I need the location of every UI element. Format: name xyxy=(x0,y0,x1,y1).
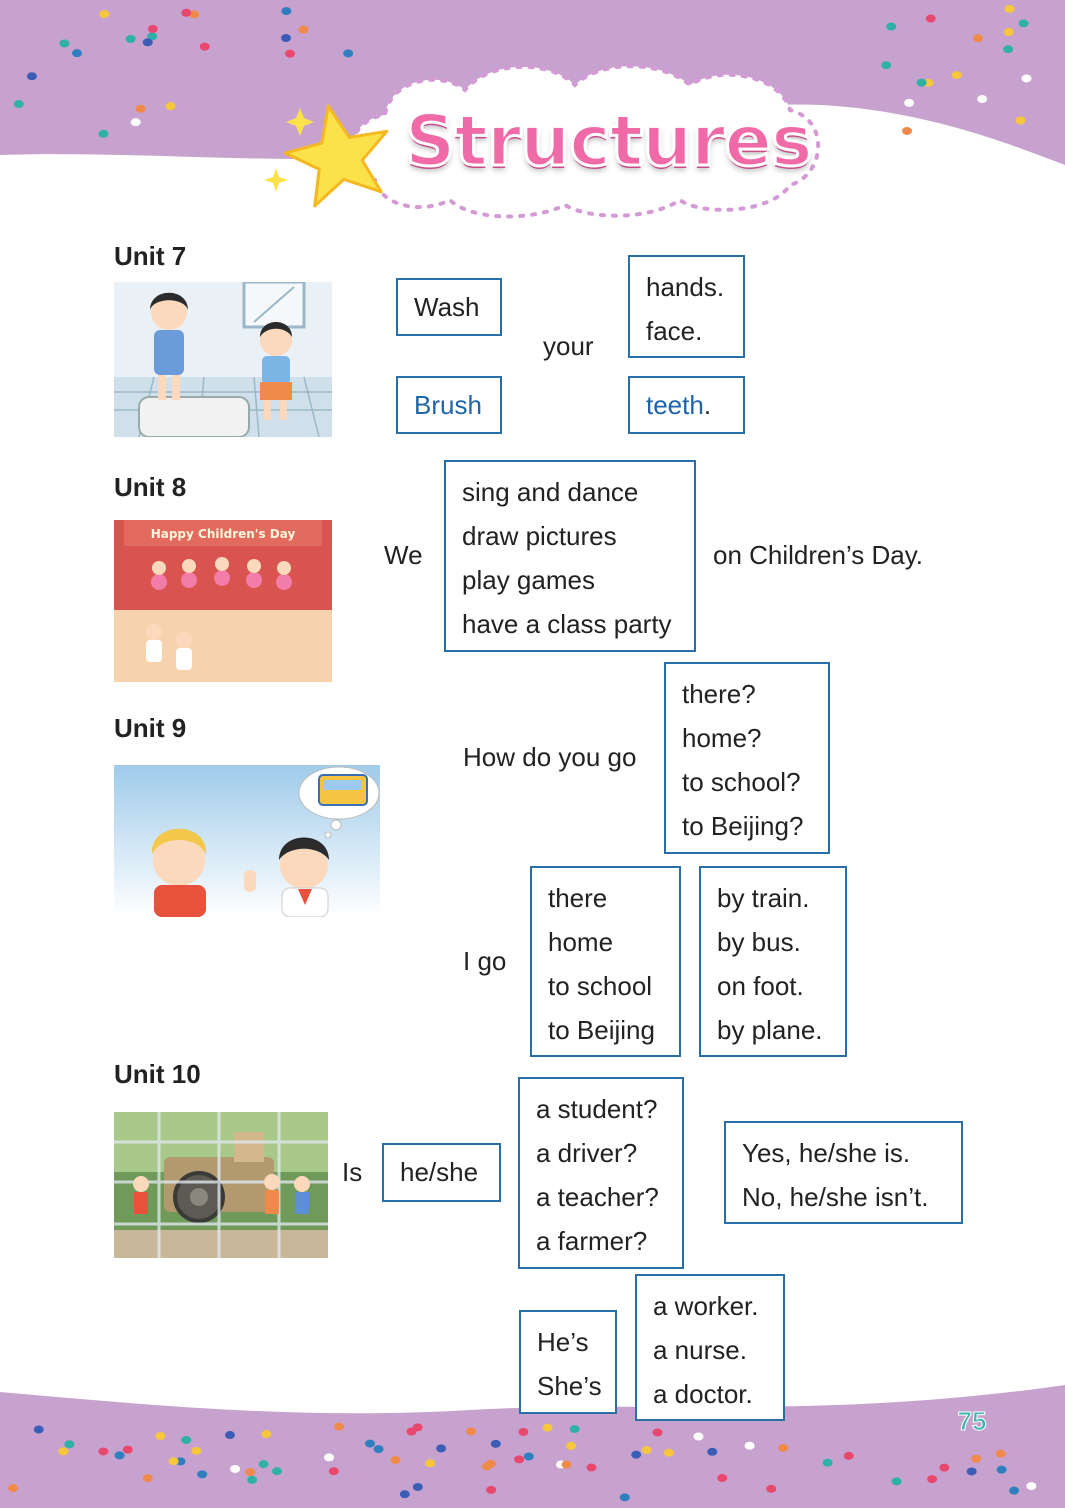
confetti-dot xyxy=(766,1485,776,1493)
confetti-dot xyxy=(977,95,987,103)
subject-shes: She’s xyxy=(537,1371,602,1401)
confetti-dot xyxy=(181,1436,191,1444)
confetti-dot xyxy=(904,99,914,107)
place-a-beijing: to Beijing xyxy=(548,1015,655,1045)
confetti-dot xyxy=(886,22,896,30)
confetti-dot xyxy=(413,1483,423,1491)
object-hands: hands. xyxy=(646,272,725,302)
confetti-dot xyxy=(778,1444,788,1452)
job-q-teacher: a teacher? xyxy=(536,1182,659,1212)
job-q-driver: a driver? xyxy=(536,1138,638,1168)
job-a-doctor: a doctor. xyxy=(653,1379,753,1409)
confetti-dot xyxy=(324,1453,334,1461)
confetti-dot xyxy=(892,1477,902,1485)
means-train: by train. xyxy=(717,883,810,913)
confetti-dot xyxy=(620,1493,630,1501)
confetti-dot xyxy=(1026,1482,1036,1490)
confetti-dot xyxy=(99,10,109,18)
confetti-dot xyxy=(200,43,210,51)
confetti-dot xyxy=(115,1451,125,1459)
place-q-school: to school? xyxy=(682,767,801,797)
brush-box xyxy=(396,376,502,434)
unit-9-title: Unit 9 xyxy=(114,713,187,743)
confetti-dot xyxy=(652,1428,662,1436)
confetti-dot xyxy=(518,1428,528,1436)
confetti-dot xyxy=(247,1476,257,1484)
confetti-dot xyxy=(664,1449,674,1457)
confetti-dot xyxy=(148,25,158,33)
object-teeth: teeth xyxy=(646,390,704,420)
job-q-student: a student? xyxy=(536,1094,658,1124)
confetti-dot xyxy=(917,79,927,87)
confetti-dot xyxy=(298,26,308,34)
confetti-dot xyxy=(967,1467,977,1475)
confetti-dot xyxy=(1022,74,1032,82)
confetti-dot xyxy=(570,1425,580,1433)
page-number: 75 xyxy=(957,1406,987,1436)
activities-box xyxy=(444,460,696,652)
confetti-dot xyxy=(407,1428,417,1436)
subjects-box xyxy=(519,1310,617,1414)
confetti-dot xyxy=(514,1455,524,1463)
confetti-dot xyxy=(952,71,962,79)
confetti-dot xyxy=(425,1459,435,1467)
means-plane: by plane. xyxy=(717,1015,823,1045)
confetti-dot xyxy=(261,1430,271,1438)
transport-box xyxy=(699,866,847,1057)
unit-10-title: Unit 10 xyxy=(114,1059,201,1089)
confetti-dot xyxy=(34,1426,44,1434)
means-bus: by bus. xyxy=(717,927,801,957)
reply-yes: Yes, he/she is. xyxy=(742,1138,911,1168)
confetti-dot xyxy=(272,1467,282,1475)
confetti-dot xyxy=(259,1460,269,1468)
confetti-dot xyxy=(745,1442,755,1450)
confetti-dot xyxy=(14,100,24,108)
confetti-dot xyxy=(844,1452,854,1460)
job-a-nurse: a nurse. xyxy=(653,1335,747,1365)
activity-sing-dance: sing and dance xyxy=(462,477,639,507)
confetti-dot xyxy=(926,15,936,23)
jobs-question-box xyxy=(518,1077,684,1269)
confetti-dot xyxy=(230,1465,240,1473)
confetti-dot xyxy=(72,49,82,57)
confetti-dot xyxy=(285,50,295,58)
confetti-dot xyxy=(586,1464,596,1472)
wash-box xyxy=(396,278,502,336)
place-q-there: there? xyxy=(682,679,756,709)
confetti-dot xyxy=(996,1450,1006,1458)
confetti-dot xyxy=(491,1440,501,1448)
places-question-box xyxy=(664,662,830,854)
unit-7-picture xyxy=(114,282,332,437)
hands-face-box xyxy=(628,255,745,358)
unit-10-picture xyxy=(114,1112,328,1258)
confetti-dot xyxy=(707,1448,717,1456)
word-on-childrens-day: on Children’s Day. xyxy=(713,540,924,570)
banner-text: Happy Children's Day xyxy=(150,527,296,541)
confetti-dot xyxy=(98,1447,108,1455)
confetti-dot xyxy=(245,1468,255,1476)
confetti-dot xyxy=(631,1451,641,1459)
word-we: We xyxy=(384,540,423,570)
confetti-dot xyxy=(1016,117,1026,125)
confetti-dot xyxy=(973,34,983,42)
word-your: your xyxy=(543,331,594,361)
confetti-dot xyxy=(524,1452,534,1460)
confetti-dot xyxy=(486,1486,496,1494)
place-a-school: to school xyxy=(548,971,653,1001)
confetti-dot xyxy=(169,1457,179,1465)
confetti-dot xyxy=(486,1460,496,1468)
unit-8-picture xyxy=(114,520,332,682)
confetti-dot xyxy=(191,1447,201,1455)
confetti-dot xyxy=(717,1474,727,1482)
replies-box xyxy=(724,1121,963,1224)
places-answer-box xyxy=(530,866,681,1057)
confetti-dot xyxy=(823,1459,833,1467)
confetti-dot xyxy=(374,1445,384,1453)
confetti-dot xyxy=(1003,45,1013,53)
job-q-farmer: a farmer? xyxy=(536,1226,648,1256)
place-q-home: home? xyxy=(682,723,762,753)
confetti-dot xyxy=(329,1467,339,1475)
confetti-dot xyxy=(391,1456,401,1464)
confetti-dot xyxy=(466,1427,476,1435)
confetti-dot xyxy=(98,130,108,138)
confetti-dot xyxy=(1009,1487,1019,1495)
confetti-dot xyxy=(143,1474,153,1482)
confetti-dot xyxy=(1019,19,1029,27)
confetti-dot xyxy=(166,102,176,110)
means-foot: on foot. xyxy=(717,971,804,1001)
question-how-do-you-go: How do you go xyxy=(463,742,637,772)
confetti-dot xyxy=(971,1455,981,1463)
place-a-there: there xyxy=(548,883,608,913)
confetti-dot xyxy=(58,1447,68,1455)
place-q-beijing: to Beijing? xyxy=(682,811,804,841)
teeth-period: . xyxy=(703,390,712,420)
confetti-dot xyxy=(939,1464,949,1472)
confetti-dot xyxy=(126,35,136,43)
confetti-dot xyxy=(181,9,191,17)
confetti-dot xyxy=(27,72,37,80)
activity-play-games: play games xyxy=(462,565,595,595)
answer-i-go: I go xyxy=(463,946,507,976)
confetti-dot xyxy=(881,61,891,69)
confetti-dot xyxy=(562,1461,572,1469)
pronoun-he-she: he/she xyxy=(400,1157,479,1187)
teeth-box xyxy=(628,376,745,434)
confetti-dot xyxy=(642,1446,652,1454)
place-a-home: home xyxy=(548,927,614,957)
confetti-dot xyxy=(59,40,69,48)
confetti-dot xyxy=(997,1466,1007,1474)
confetti-dot xyxy=(123,1446,133,1454)
activity-draw-pictures: draw pictures xyxy=(462,521,617,551)
confetti-dot xyxy=(1004,28,1014,36)
unit-9-picture xyxy=(114,765,380,917)
confetti-dot xyxy=(436,1444,446,1452)
verb-wash: Wash xyxy=(414,292,480,322)
confetti-dot xyxy=(64,1440,74,1448)
jobs-answer-box xyxy=(635,1274,785,1421)
page-title: Structures xyxy=(405,100,812,182)
confetti-dot xyxy=(225,1431,235,1439)
confetti-dot xyxy=(400,1490,410,1498)
word-is: Is xyxy=(342,1157,363,1187)
confetti-dot xyxy=(155,1432,165,1440)
confetti-dot xyxy=(281,34,291,42)
verb-brush: Brush xyxy=(414,390,482,420)
confetti-dot xyxy=(365,1440,375,1448)
confetti-dot xyxy=(543,1424,553,1432)
confetti-dot xyxy=(136,105,146,113)
confetti-dot xyxy=(343,49,353,57)
unit-8-title: Unit 8 xyxy=(114,472,187,502)
confetti-dot xyxy=(281,7,291,15)
pronoun-box xyxy=(382,1143,501,1202)
reply-no: No, he/she isn’t. xyxy=(742,1182,929,1212)
confetti-dot xyxy=(693,1433,703,1441)
confetti-dot xyxy=(8,1484,18,1492)
object-face: face. xyxy=(646,316,703,346)
confetti-dot xyxy=(927,1475,937,1483)
activity-class-party: have a class party xyxy=(462,609,672,639)
confetti-dot xyxy=(143,38,153,46)
confetti-dot xyxy=(131,118,141,126)
confetti-dot xyxy=(566,1442,576,1450)
unit-7-title: Unit 7 xyxy=(114,241,187,271)
job-a-worker: a worker. xyxy=(653,1291,759,1321)
confetti-dot xyxy=(334,1423,344,1431)
confetti-dot xyxy=(1004,5,1014,13)
subject-hes: He’s xyxy=(537,1327,589,1357)
confetti-dot xyxy=(902,127,912,135)
confetti-dot xyxy=(197,1470,207,1478)
